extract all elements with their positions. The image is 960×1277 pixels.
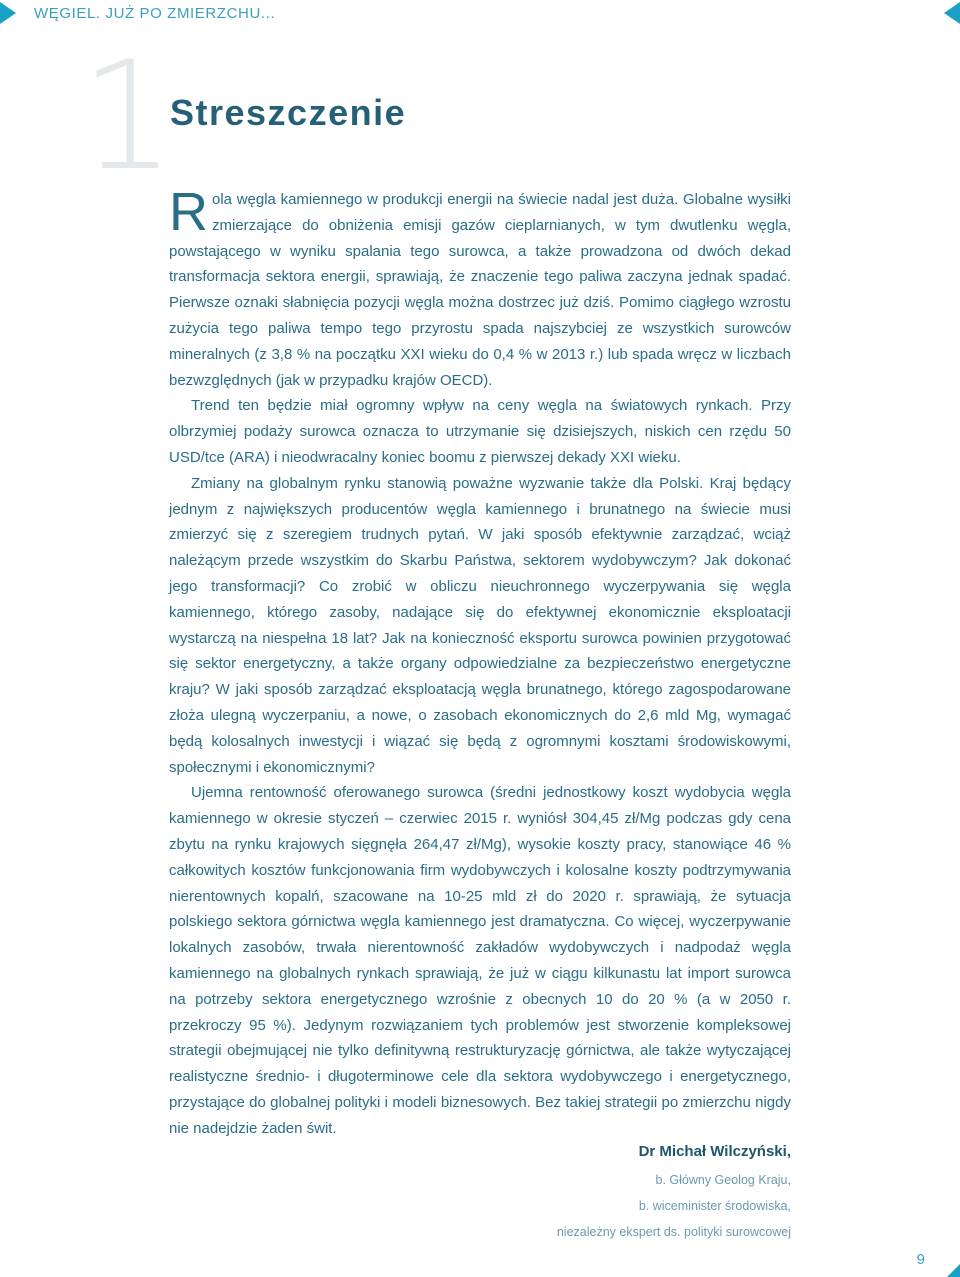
summary-body (169, 182, 791, 1141)
paragraph-3: Zmiany na globalnym rynku stanowią poważne wyzwanie także dla Polski. Kraj będący jednym z największych producentów węgla kamiennego i brunatnego na świecie musi zmierzyć się z szeregiem trudnych pytań. W jaki sposób efektywnie zarządzać, wciąż należącym przede wszystkim do Skarbu Państwa, sektorem wydobywczym? Jak dokonać jego transformacji? Co zrobić w obliczu nieuchronnego wyczerpywania się węgla kamiennego, którego zasoby, nadające się do efektywnej ekonomicznie eksploatacji wystarczą na niespełna 18 lat? Jak na konieczność eksportu surowca powinien przygotować się sektor energetyczny, a także organy odpowiedzialne za bezpieczeństwo energetyczne kraju? W jaki sposób zarządzać eksploatacją węgla brunatnego, którego zagospodarowane złoża ulegną wyczerpaniu, a nowe, o zasobach ekonomicznych do 2,6 mld Mg, wymagać będą kolosalnych inwestycji i wiązać się będą z ogromnymi kosztami środowiskowymi, społecznymi i ekonomicznymi? (169, 474, 791, 776)
drop-cap: R (169, 182, 208, 242)
corner-triangle-icon (947, 1264, 960, 1277)
page-header (0, 0, 960, 30)
chapter-title: Streszczenie (170, 92, 407, 133)
page-number: 9 (916, 1251, 925, 1268)
paragraph-2: Trend ten będzie miał ogromny wpływ na ceny węgla na światowych rynkach. Przy olbrzymiej podaży surowca oznacza to utrzymanie się dzisiejszych, niskich cen rzędu 50 USD/tce (ARA) i nieodwracalny koniec boomu z pierwszej dekady XXI wieku. (169, 397, 791, 466)
header-right-triangle-icon (944, 2, 960, 24)
signature-title-3: niezależny ekspert ds. polityki surowcowej (556, 1225, 791, 1239)
paragraph-4: Ujemna rentowność oferowanego surowca (średni jednostkowy koszt wydobycia węgla kamiennego w okresie styczeń – czerwiec 2015 r. wyniósł 304,45 zł/Mg podczas gdy cena zbytu na rynku krajowych sięgnęła 264,47 zł/Mg), wysokie koszty pracy, stanowiące 46 % całkowitych kosztów funkcjonowania firm wydobywczych i kolosalne koszty podtrzymywania nierentownych kopalń, szacowane na 10-25 mld zł do 2020 r. sprawiają, że sytuacja polskiego sektora górnictwa węgla kamiennego jest dramatyczna. Co więcej, wyczerpywanie lokalnych zasobów, trwała nierentowność zakładów wydobywczych i nadpodaż węgla kamiennego na globalnych rynkach sprawiają, że już w ciągu kilkunastu lat import surowca na potrzeby sektora energetycznego wzrośnie z obecnych 10 do 20 % (a w 2050 r. przekroczy 95 %). Jedynym rozwiązaniem tych problemów jest stworzenie kompleksowej strategii obejmującej nie tylko definitywną restrukturyzację górnictwa, ale także wytyczającej realistyczne średnio- i długoterminowe cele dla sektora wydobywczego i energetycznego, przystające do globalnej polityki i modeli biznesowych. Bez takiej strategii po zmierzchu nigdy nie nadejdzie żaden świt. (169, 784, 791, 1137)
running-header-title: WĘGIEL. JUŻ PO ZMIERZCHU... (34, 5, 276, 22)
header-left-triangle-icon (0, 2, 16, 24)
paragraph-1: Rola węgla kamiennego w produkcji energii na świecie nadal jest duża. Globalne wysiłki zmierzające do obniżenia emisji gazów cieplarnianych, w tym dwutlenku węgla, powstającego w wyniku spalania tego surowca, a także prowadzona od dwóch dekad transformacja sektora energii, sprawiają, że znaczenie tego paliwa zaczyna jednak spadać. Pierwsze oznaki słabnięcia pozycji węgla można dostrzec już dziś. Pomimo ciągłego wzrostu zużycia tego paliwa tempo tego przyrostu spada najszybciej ze wszystkich surowców mineralnych (z 3,8 % na początku XXI wieku do 0,4 % w 2013 r.) lub spada wręcz w liczbach bezwzględnych (jak w przypadku krajów OECD). (169, 182, 791, 389)
signature-title-1: b. Główny Geolog Kraju, (655, 1173, 791, 1187)
signature-title-2: b. wiceminister środowiska, (638, 1199, 791, 1213)
signature-name: Dr Michał Wilczyński, (638, 1143, 791, 1160)
chapter-number: 1 (80, 30, 176, 204)
